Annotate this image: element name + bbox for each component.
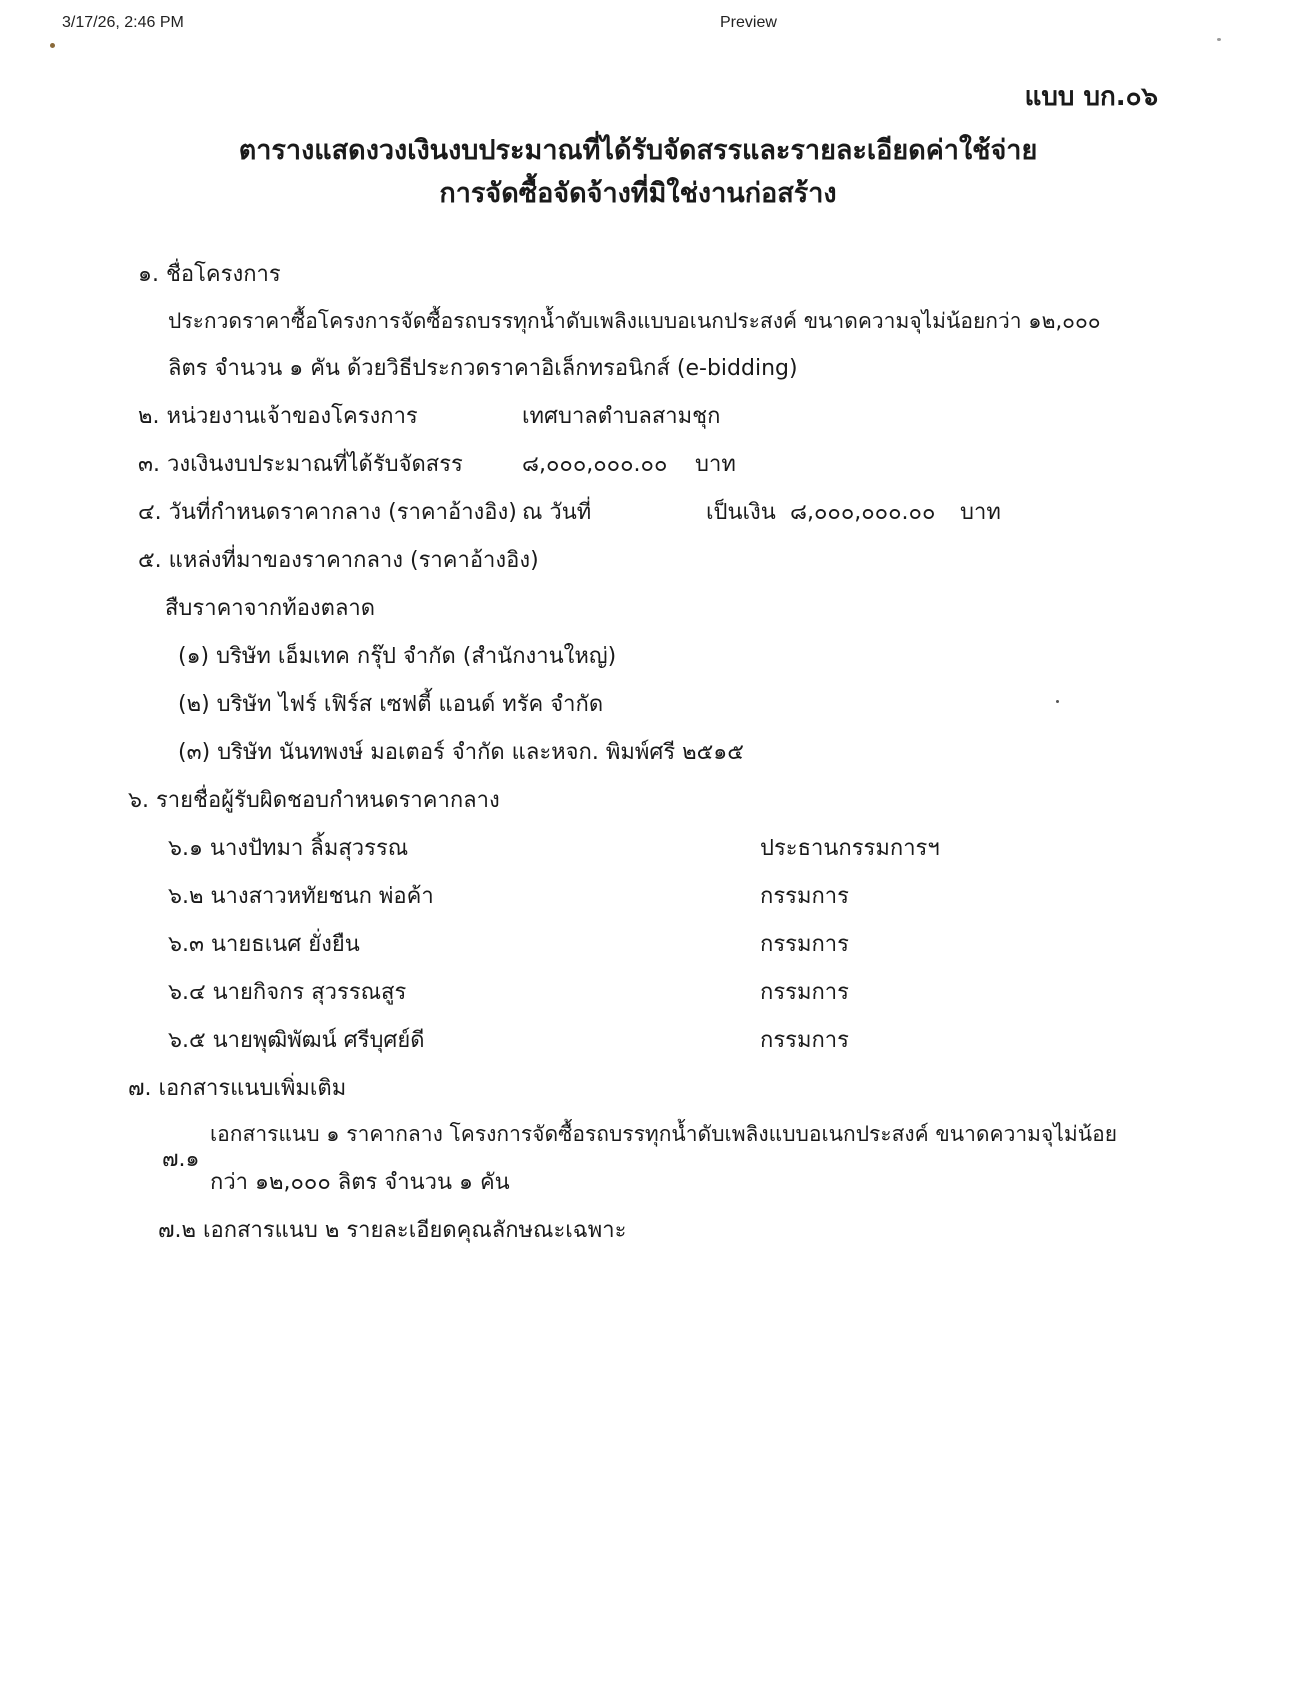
section3-amount: ๘,๐๐๐,๐๐๐.๐๐ [522,452,668,477]
committee-member-role: กรรมการ [760,884,849,909]
section4-amount-label: เป็นเงิน [706,500,776,525]
section7-item1-line2: กว่า ๑๒,๐๐๐ ลิตร จำนวน ๑ คัน [210,1170,510,1195]
section5-source: (๑) บริษัท เอ็มเทค กรุ๊ป จำกัด (สำนักงานใหญ่) [178,644,617,669]
section1-project-line1: ประกวดราคาซื้อโครงการจัดซื้อรถบรรทุกน้ำดับเพลิงแบบอเนกประสงค์ ขนาดความจุไม่น้อยกว่า ๑๒,๐๐๐ [168,309,1101,333]
section6-heading: ๖. รายชื่อผู้รับผิดชอบกำหนดราคากลาง [128,788,500,813]
section5-heading: ๕. แหล่งที่มาของราคากลาง (ราคาอ้างอิง) [138,548,539,573]
print-timestamp: 3/17/26, 2:46 PM [62,14,184,31]
section2-value: เทศบาลตำบลสามชุก [522,404,721,429]
scan-speck [1056,700,1059,703]
form-code: แบบ บก.๐๖ [1024,82,1158,112]
committee-member-name: ๖.๔ นายกิจกร สุวรรณสูร [168,980,407,1005]
section4-label: ๔. วันที่กำหนดราคากลาง (ราคาอ้างอิง) [138,500,517,525]
document-title-line1: ตารางแสดงวงเงินงบประมาณที่ได้รับจัดสรรและรายละเอียดค่าใช้จ่าย [238,135,1038,166]
section3-label: ๓. วงเงินงบประมาณที่ได้รับจัดสรร [138,452,463,477]
committee-member-role: ประธานกรรมการฯ [760,836,940,861]
committee-member-role: กรรมการ [760,1028,849,1053]
committee-member-name: ๖.๑ นางปัทมา ลิ้มสุวรรณ [168,836,409,861]
section1-heading: ๑. ชื่อโครงการ [138,262,281,287]
section5-subheading: สืบราคาจากท้องตลาด [165,596,376,621]
section7-heading: ๗. เอกสารแนบเพิ่มเติม [128,1076,347,1101]
scan-speck [1217,38,1221,41]
section7-item2: ๗.๒ เอกสารแนบ ๒ รายละเอียดคุณลักษณะเฉพาะ [158,1218,627,1243]
committee-member-name: ๖.๕ นายพุฒิพัฒน์ ศรีบุศย์ดี [168,1028,425,1053]
section5-source: (๒) บริษัท ไฟร์ เฟิร์ส เซฟตี้ แอนด์ ทรัค จำกัด [178,692,604,717]
committee-member-name: ๖.๒ นางสาวหทัยชนก พ่อค้า [168,884,434,909]
scan-speck [50,43,55,48]
committee-member-role: กรรมการ [760,932,849,957]
section1-project-line2: ลิตร จำนวน ๑ คัน ด้วยวิธีประกวดราคาอิเล็กทรอนิกส์ (e-bidding) [168,356,798,381]
section3-unit: บาท [695,452,736,477]
section5-source: (๓) บริษัท นันทพงษ์ มอเตอร์ จำกัด และหจก. พิมพ์ศรี ๒๕๑๕ [178,740,744,765]
print-title: Preview [720,14,777,31]
section7-item1-number: ๗.๑ [162,1147,200,1172]
section4-amount: ๘,๐๐๐,๐๐๐.๐๐ [790,500,936,525]
section2-label: ๒. หน่วยงานเจ้าของโครงการ [138,404,418,429]
committee-member-name: ๖.๓ นายธเนศ ยั่งยืน [168,932,360,957]
section4-date-label: ณ วันที่ [522,500,592,525]
section7-item1-line1: เอกสารแนบ ๑ ราคากลาง โครงการจัดซื้อรถบรรทุกน้ำดับเพลิงแบบอเนกประสงค์ ขนาดความจุไม่น้อย [210,1122,1117,1146]
section4-unit: บาท [960,500,1001,525]
committee-member-role: กรรมการ [760,980,849,1005]
document-title-line2: การจัดซื้อจัดจ้างที่มิใช่งานก่อสร้าง [439,178,837,209]
